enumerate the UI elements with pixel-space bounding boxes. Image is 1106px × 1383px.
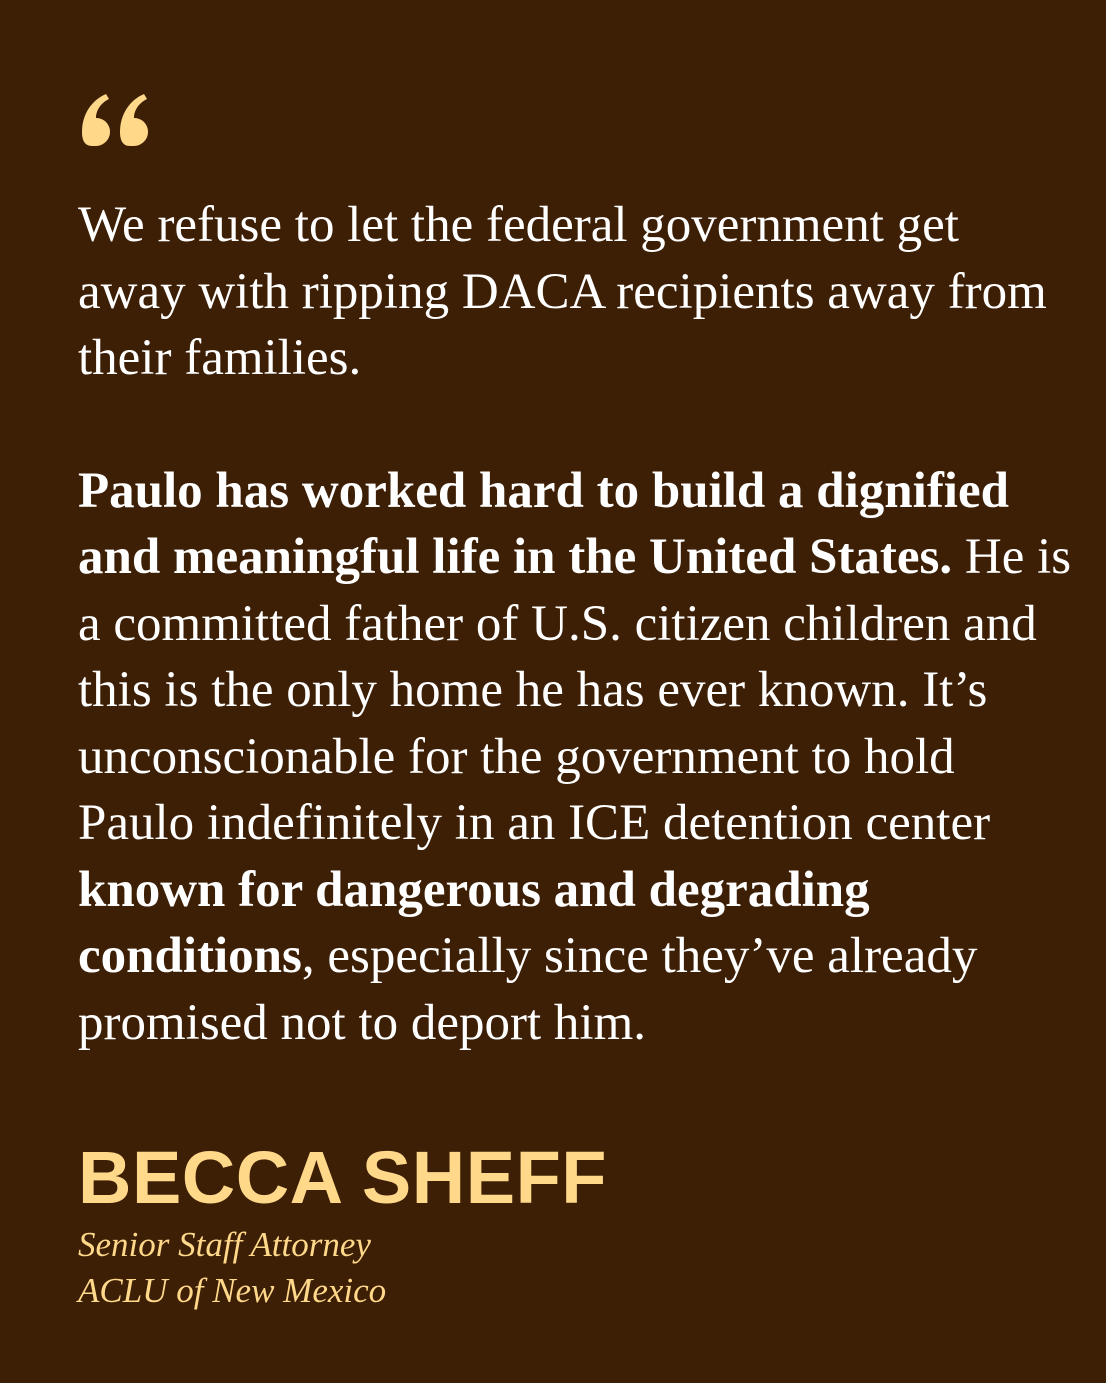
speaker-organization: ACLU of New Mexico <box>78 1271 387 1310</box>
quote-paragraph-2 <box>78 458 1078 1057</box>
quote-emphasis-1: Paulo has worked hard to build a dignified and meaningful life in the United States. <box>78 462 1009 585</box>
quote-emphasis-2: known for dangerous and degrading conditions <box>78 861 870 984</box>
quote-paragraph-1: We refuse to let the federal government get away with ripping DACA recipients away from their families. <box>78 197 1047 386</box>
quote-body <box>78 192 1078 1056</box>
quote-text-2: , especially since they’ve already promised not to deport him. <box>78 928 978 1051</box>
speaker-credentials <box>78 1222 386 1314</box>
open-quote-icon <box>82 94 148 146</box>
quote-text-1: He is a committed father of U.S. citizen children and this is the only home he has ever known. It’s unconscionable for the government to hold Paulo indefinitely in an ICE detention center <box>78 529 1072 851</box>
speaker-title: Senior Staff Attorney <box>78 1225 371 1264</box>
speaker-name: BECCA SHEFF <box>78 1136 607 1219</box>
